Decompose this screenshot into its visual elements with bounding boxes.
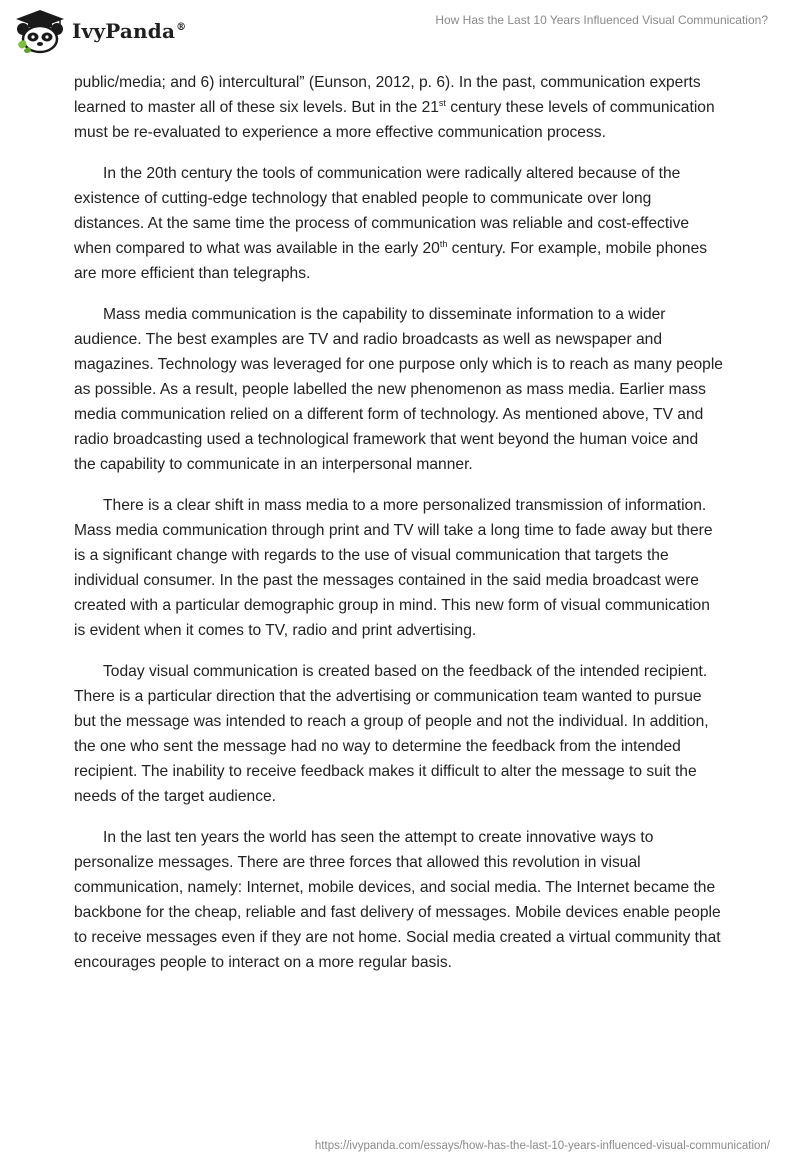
paragraph: Mass media communication is the capability to disseminate information to a wider audience. The best examples are TV and radio broadcasts as well as newspaper and magazines. Technology was leveraged for one purpose only which is to reach as many people as possible. As a result, people labelled the new phenomenon as mass media. Earlier mass media communication relied on a different form of technology. As mentioned above, TV and radio broadcasting used a technological framework that went beyond the human voice and the capability to communicate in an interpersonal manner. — [74, 306, 723, 473]
page-header — [0, 0, 800, 62]
panda-graduate-icon — [14, 8, 66, 54]
paragraph: In the 20th century the tools of communication were radically altered because of the existence of cutting-edge technology that enabled people to communicate over long distances. At the same time the process of communication was reliable and cost-effective when compared to what was available in the early 20th century. For example, mobile phones are more efficient than telegraphs. — [74, 165, 708, 282]
paragraph: There is a clear shift in mass media to a more personalized transmission of information. Mass media communication through print and TV will take a long time to fade away but there is a significant change with regards to the use of visual communication that targets the individual consumer. In the past the messages contained in the said media broadcast were created with a particular demographic group in mind. This new form of visual communication is evident when it comes to TV, radio and print advertising. — [74, 497, 713, 639]
source-url[interactable]: https://ivypanda.com/essays/how-has-the-last-10-years-influenced-visual-communication/ — [314, 1140, 770, 1152]
brand-name: IvyPanda® — [72, 19, 187, 43]
document-title: How Has the Last 10 Years Influenced Visual Communication? — [435, 13, 768, 27]
brand-logo[interactable] — [14, 8, 186, 54]
paragraph: In the last ten years the world has seen the attempt to create innovative ways to personalize messages. There are three forces that allowed this revolution in visual communication, namely: Internet, mobile devices, and social media. The Internet became the backbone for the cheap, reliable and fast delivery of messages. Mobile devices enable people to receive messages even if they are not home. Social media created a virtual community that encourages people to interact on a more regular basis. — [74, 829, 721, 971]
paragraph: public/media; and 6) intercultural” (Eunson, 2012, p. 6). In the past, communication experts learned to master all of these six levels. But in the 21st century these levels of communication must be re-evaluated to experience a more effective communication process. — [74, 74, 715, 141]
paragraph: Today visual communication is created based on the feedback of the intended recipient. There is a particular direction that the advertising or communication team wanted to pursue but the message was intended to reach a group of people and not the individual. In addition, the one who sent the message had no way to determine the feedback from the intended recipient. The inability to receive feedback makes it difficult to alter the message to suit the needs of the target audience. — [74, 663, 709, 805]
essay-body — [74, 70, 724, 991]
